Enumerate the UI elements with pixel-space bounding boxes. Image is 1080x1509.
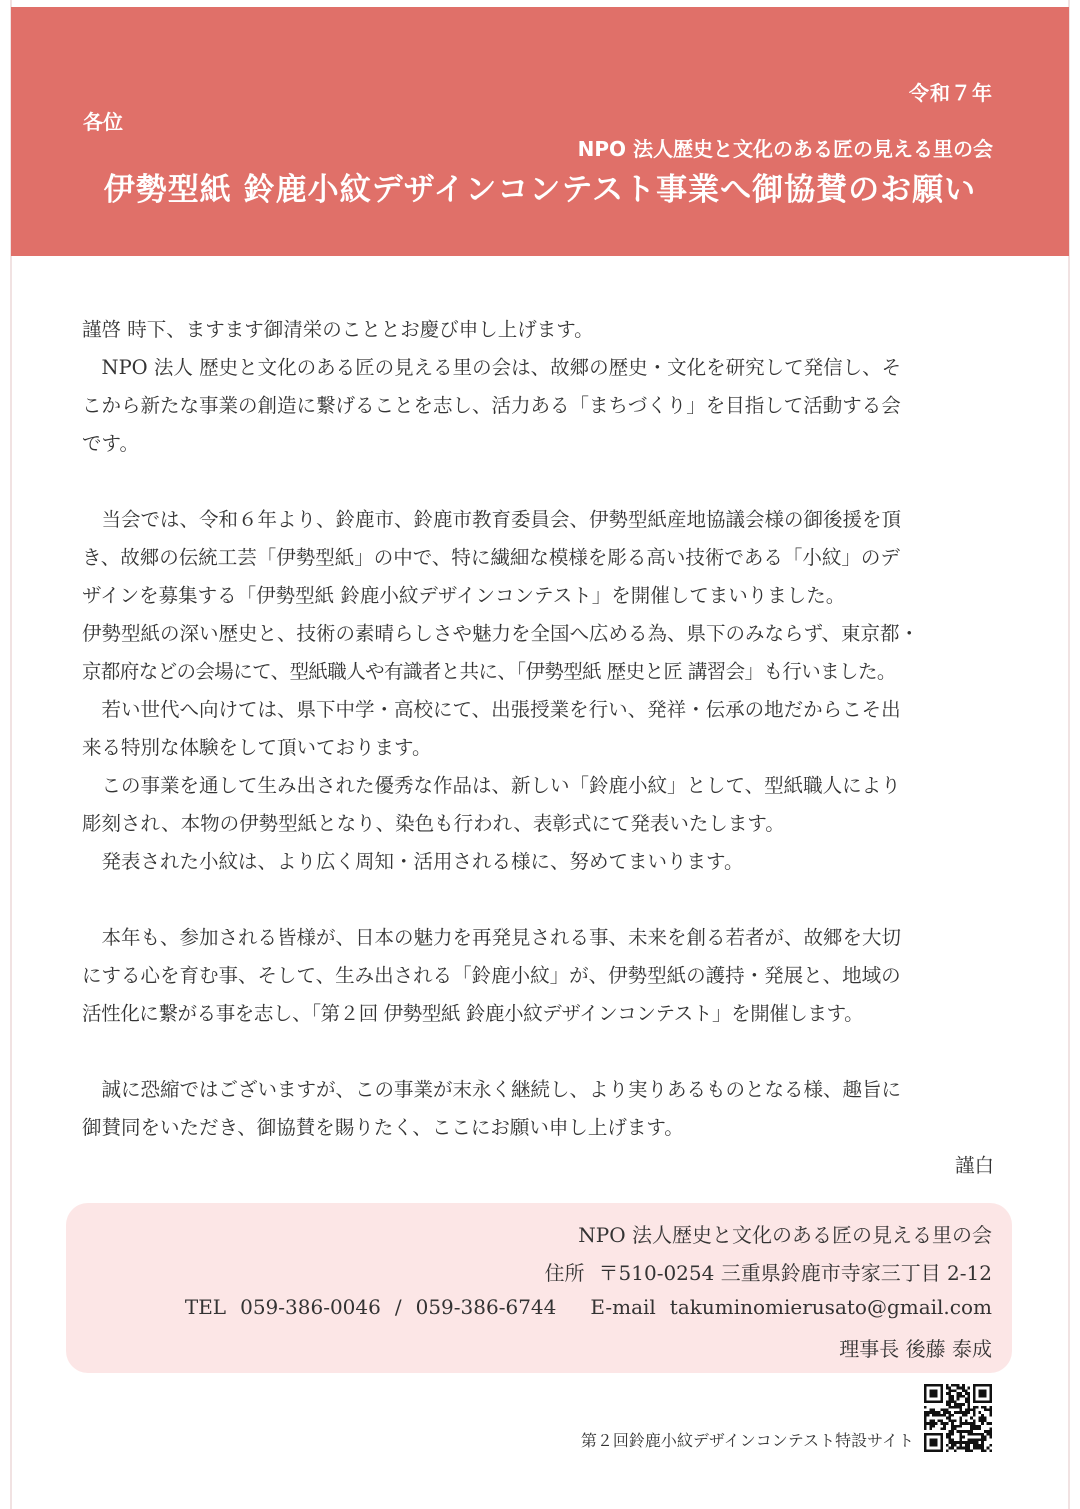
contact-address-line	[545, 1257, 992, 1286]
body-line: 伊勢型紙の深い歴史と、技術の素晴らしさや魅力を全国へ広める為、県下のみならず、東京都・	[82, 622, 919, 645]
special-site-label: 第２回鈴鹿小紋デザインコンテスト特設サイト	[580, 1431, 914, 1450]
qr-code-icon[interactable]	[924, 1384, 992, 1452]
body-line: にする心を育む事、そして、生み出される「鈴鹿小紋」が、伊勢型紙の護持・発展と、地域の	[82, 964, 901, 987]
contact-box	[66, 1203, 1012, 1373]
body-line: 本年も、参加される皆様が、日本の魅力を再発見される事、未来を創る若者が、故郷を大切	[82, 926, 902, 949]
chairman-name: 理事長 後藤 泰成	[839, 1337, 992, 1361]
paragraph-gap	[82, 881, 1002, 919]
email-label: E-mail	[590, 1295, 656, 1319]
body-line: 活性化に繋がる事を志し、「第２回 伊勢型紙 鈴鹿小紋デザインコンテスト」を開催します。	[82, 1002, 864, 1025]
body-line: 謹啓 時下、ますます御清栄のこととお慶び申し上げます。	[82, 318, 594, 341]
organization-name-header: NPO 法人歴史と文化のある匠の見える里の会	[577, 137, 993, 161]
letter-body	[82, 311, 1002, 1185]
header-band	[11, 7, 1069, 256]
body-line: ザインを募集する「伊勢型紙 鈴鹿小紋デザインコンテスト」を開催してまいりました。	[82, 584, 846, 607]
paragraph-gap	[82, 1033, 1002, 1071]
closing-text: 謹白	[954, 1154, 994, 1177]
body-line: 誠に恐縮ではございますが、この事業が末永く継続し、より実りあるものとなる様、趣旨に	[82, 1078, 902, 1101]
body-line: 来る特別な体験をして頂いております。	[82, 736, 432, 759]
email-link[interactable]: takuminomierusato@gmail.com	[669, 1295, 992, 1319]
tel-label: TEL	[184, 1295, 227, 1319]
body-line: 彫刻され、本物の伊勢型紙となり、染色も行われ、表彰式にて発表いたします。	[82, 812, 785, 835]
body-line: この事業を通して生み出された優秀な作品は、新しい「鈴鹿小紋」として、型紙職人により	[82, 774, 901, 797]
tel-number-1[interactable]: 059-386-0046	[240, 1295, 381, 1319]
body-line: こから新たな事業の創造に繋げることを志し、活力ある「まちづくり」を目指して活動する会	[82, 394, 901, 417]
address-label: 住所	[544, 1261, 585, 1285]
tel-separator: /	[394, 1295, 402, 1319]
date-text: 令和７年	[909, 81, 993, 105]
body-line: です。	[82, 432, 139, 455]
body-line: き、故郷の伝統工芸「伊勢型紙」の中で、特に繊細な模様を彫る高い技術である「小紋」のデ	[82, 546, 900, 569]
body-line: 御賛同をいただき、御協賛を賜りたく、ここにお願い申し上げます。	[82, 1116, 684, 1139]
address-value: 〒510-0254 三重県鈴鹿市寺家三丁目 2-12	[598, 1261, 992, 1285]
contact-organization: NPO 法人歴史と文化のある匠の見える里の会	[578, 1223, 992, 1247]
contact-phone-email-line	[185, 1295, 992, 1319]
recipient-text: 各位	[83, 110, 123, 134]
body-line: 発表された小紋は、より広く周知・活用される様に、努めてまいります。	[82, 850, 744, 873]
body-line: NPO 法人 歴史と文化のある匠の見える里の会は、故郷の歴史・文化を研究して発信し、そ	[82, 356, 902, 379]
body-line: 当会では、令和６年より、鈴鹿市、鈴鹿市教育委員会、伊勢型紙産地協議会様の御後援を頂	[82, 508, 902, 531]
body-line: 京都府などの会場にて、型紙職人や有識者と共に、「伊勢型紙 歴史と匠 講習会」も行いました。	[82, 660, 896, 683]
document-title: 伊勢型紙 鈴鹿小紋デザインコンテスト事業へ御協賛のお願い	[103, 172, 977, 208]
tel-number-2[interactable]: 059-386-6744	[415, 1295, 557, 1319]
body-line: 若い世代へ向けては、県下中学・高校にて、出張授業を行い、発祥・伝承の地だからこそ出	[82, 698, 901, 721]
paragraph-gap	[82, 463, 1002, 501]
